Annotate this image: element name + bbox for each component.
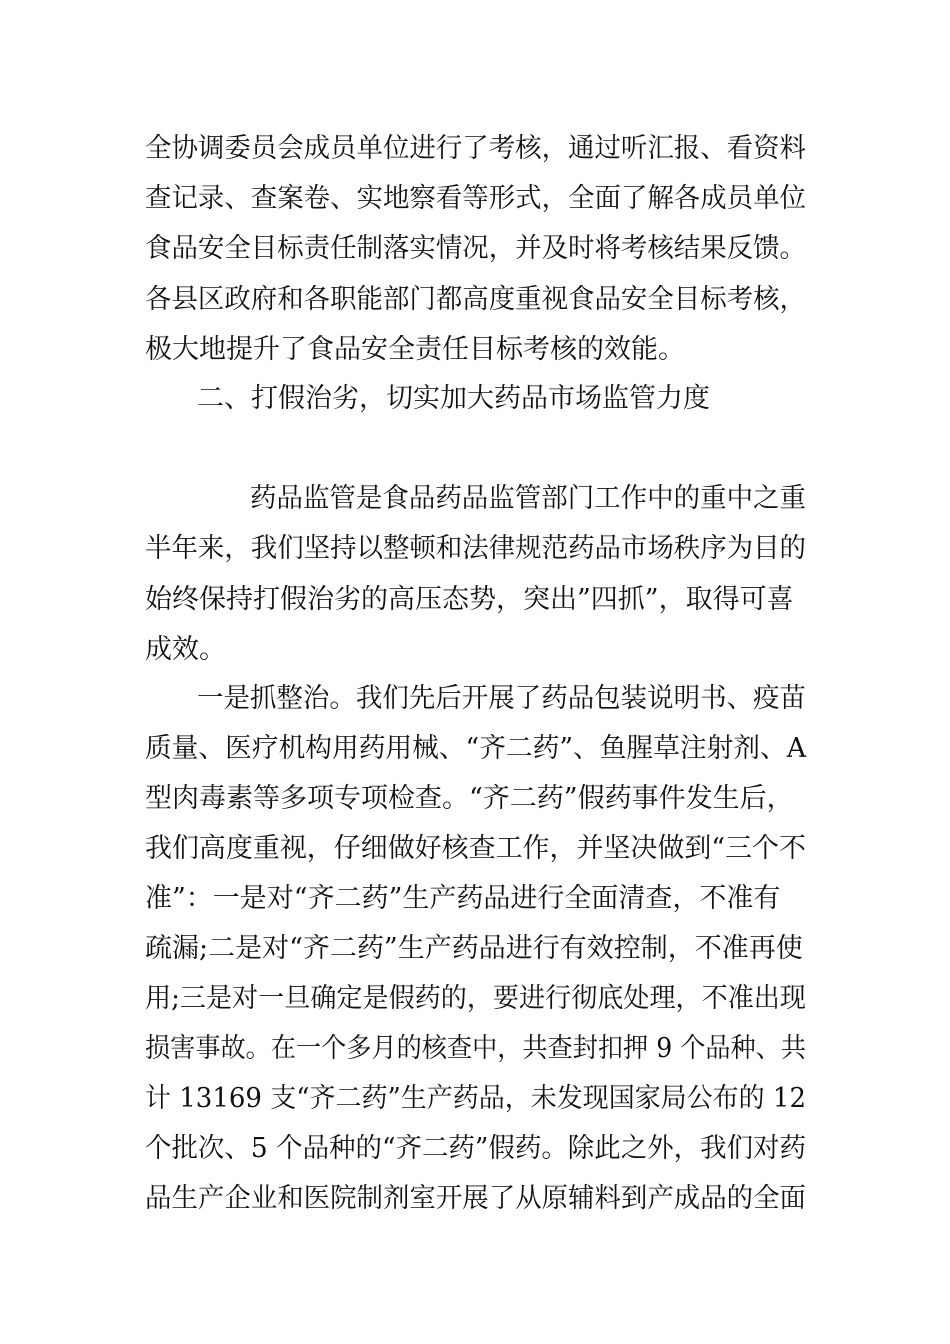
text-line: 质量、医疗机构用药用械、“齐二药”、鱼腥草注射剂、A: [145, 733, 806, 764]
text-line: 食品安全目标责任制落实情况，并及时将考核结果反馈。: [145, 233, 806, 264]
text-line: 计 13169 支“齐二药”生产药品，未发现国家局公布的 12: [145, 1083, 806, 1114]
text-line: 品生产企业和医院制剂室开展了从原辅料到产成品的全面: [145, 1183, 806, 1214]
text-line: 个批次、5 个品种的“齐二药”假药。除此之外，我们对药: [145, 1133, 806, 1164]
text-line: 疏漏;二是对“齐二药”生产药品进行有效控制，不准再使: [145, 933, 803, 964]
text-line: 型肉毒素等多项专项检查。“齐二药”假药事件发生后，: [145, 783, 794, 814]
text-line: 极大地提升了食品安全责任目标考核的效能。: [145, 334, 685, 365]
text-line: 药品监管是食品药品监管部门工作中的重中之重: [250, 483, 806, 514]
text-line: 查记录、查案卷、实地察看等形式，全面了解各成员单位: [145, 183, 806, 214]
text-line: 半年来，我们坚持以整顿和法律规范药品市场秩序为目的: [145, 533, 806, 564]
section-heading: 二、打假治劣，切实加大药品市场监管力度: [197, 383, 710, 414]
text-line: 我们高度重视，仔细做好核查工作，并坚决做到“三个不: [145, 833, 806, 864]
text-line: 准”：一是对“齐二药”生产药品进行全面清查，不准有: [145, 883, 781, 914]
text-line: 用;三是对一旦确定是假药的，要进行彻底处理，不准出现: [145, 983, 806, 1014]
text-line: 成效。: [145, 634, 226, 665]
text-line: 始终保持打假治劣的高压态势，突出”四抓”，取得可喜: [145, 584, 794, 615]
text-line: 一是抓整治。我们先后开展了药品包装说明书、疫苗: [197, 683, 806, 714]
text-line: 全协调委员会成员单位进行了考核，通过听汇报、看资料: [145, 133, 806, 164]
text-line: 损害事故。在一个多月的核查中，共查封扣押 9 个品种、共: [145, 1033, 806, 1064]
text-line: 各县区政府和各职能部门都高度重视食品安全目标考核，: [145, 284, 806, 315]
